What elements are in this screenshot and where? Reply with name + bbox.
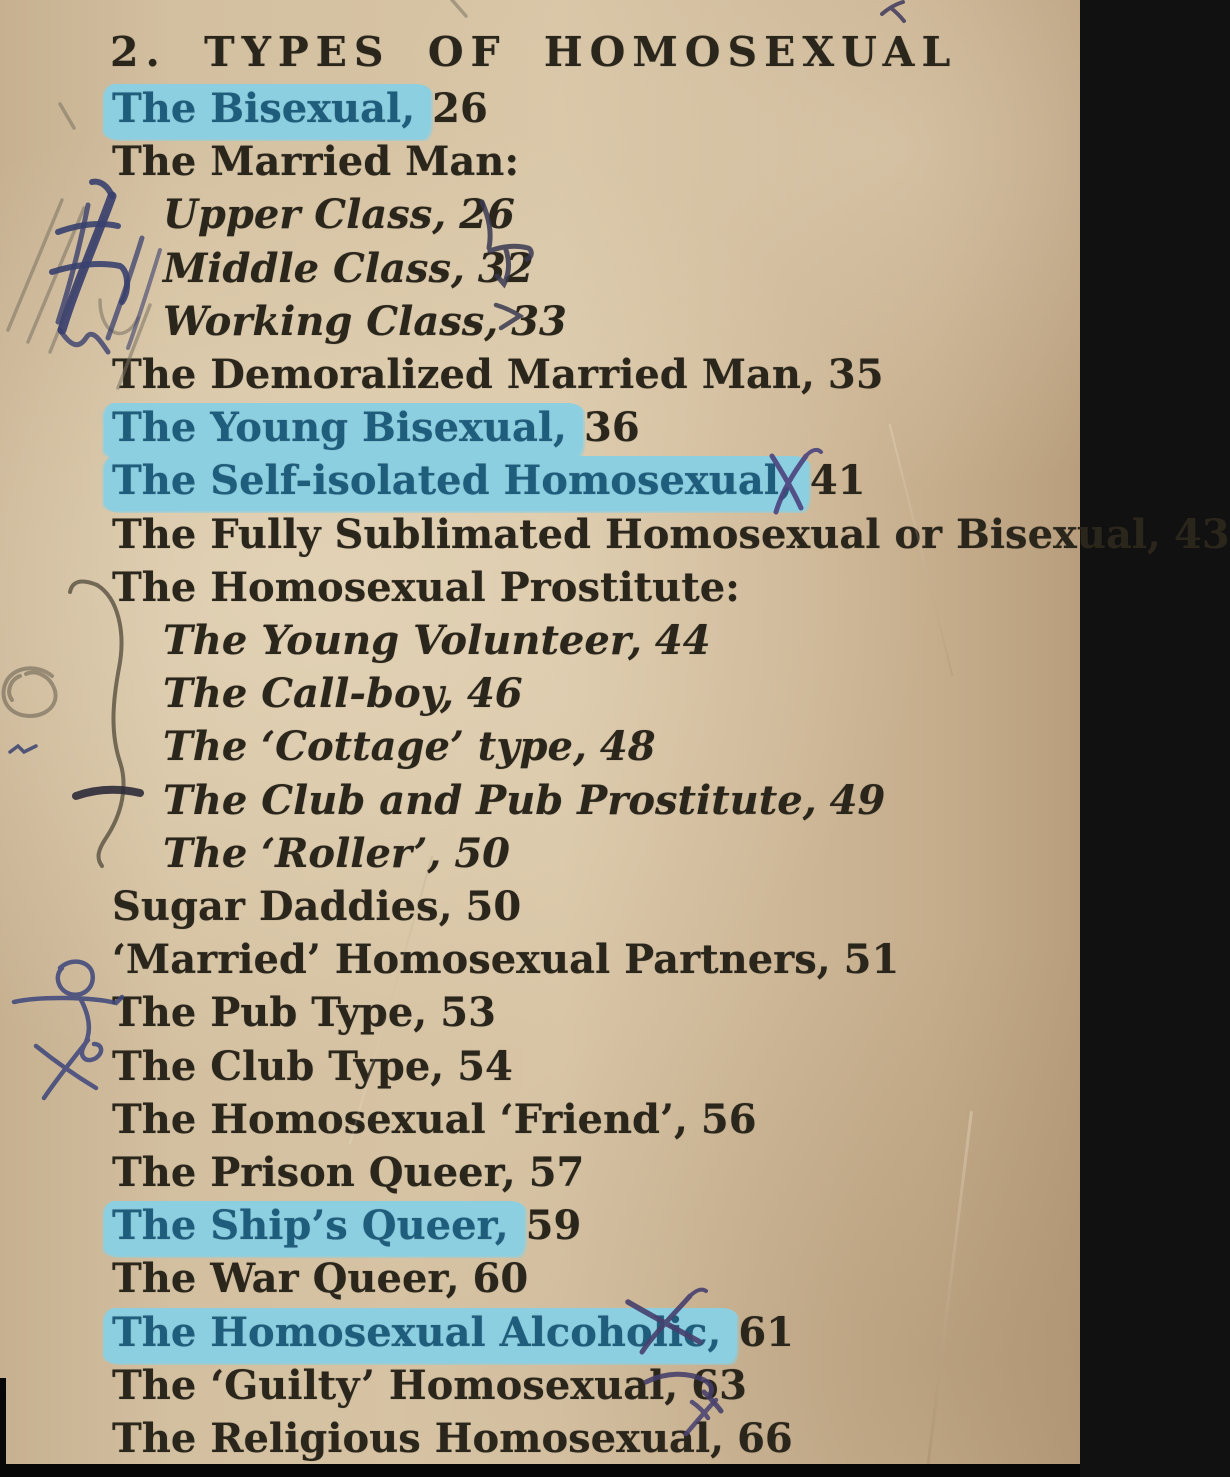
toc-entry [112, 1361, 747, 1414]
toc-entry [112, 137, 519, 190]
toc-entry [112, 1095, 757, 1148]
margin-small-tick [10, 746, 36, 752]
section-heading: 2. TYPES OF HOMOSEXUAL [110, 28, 958, 76]
toc-entry-title: The Call-boy, [163, 670, 454, 717]
photo-edge-bottom [0, 1464, 1080, 1477]
toc-entry [112, 84, 488, 137]
toc-entry-page-number: 66 [737, 1415, 793, 1462]
toc-entry-page-number: 33 [511, 298, 567, 345]
toc-entry-page-number: 63 [691, 1362, 747, 1409]
toc-entry-page-number: 43 [1173, 511, 1230, 558]
toc-entry-title: The ‘Roller’, [163, 830, 442, 877]
toc-entry-title: The Religious Homosexual, [112, 1415, 725, 1462]
toc-entry [112, 456, 866, 509]
toc-entry-title: The Homosexual ‘Friend’, [112, 1096, 688, 1143]
toc-entry-title: Sugar Daddies, [112, 883, 453, 930]
toc-entry-title: The Fully Sublimated Homosexual or Bisexual, [112, 511, 1161, 558]
toc-entry-page-number: 48 [599, 723, 656, 770]
top-right-corner-mark [882, 2, 904, 21]
toc-entry-page-number: 50 [465, 883, 522, 930]
toc-entry-title: Upper Class, [163, 191, 447, 238]
toc-entry [112, 1148, 584, 1201]
toc-entry [112, 1308, 794, 1361]
toc-entry-title-highlighted: The Bisexual, [104, 84, 431, 139]
toc-entry-page-number: 44 [654, 617, 711, 664]
section-brace-wavy-line [70, 581, 124, 866]
toc-entry-page-number: 50 [454, 830, 510, 877]
toc-entry [163, 616, 711, 669]
toc-entry [112, 935, 899, 988]
toc-entry-page-number: 46 [466, 670, 523, 717]
toc-entry-title: The War Queer, [112, 1255, 460, 1302]
toc-entry-page-number: 35 [827, 351, 884, 398]
toc-entry-title: The Homosexual Prostitute: [112, 564, 740, 611]
toc-entry-page-number: 61 [738, 1309, 795, 1356]
toc-entry [112, 403, 640, 456]
toc-entry-page-number: 26 [459, 191, 515, 238]
toc-entry-title: The Married Man: [112, 138, 520, 185]
dash-before-club-and-pub [76, 790, 140, 796]
toc-entry-page-number: 54 [457, 1043, 513, 1090]
toc-entry-title: The Young Volunteer, [163, 617, 642, 664]
toc-entry-page-number: 56 [700, 1096, 757, 1143]
top-left-faint-tick [60, 104, 74, 128]
toc-entry-page-number: 60 [472, 1255, 529, 1302]
toc-entry [163, 829, 510, 882]
toc-entry-title-highlighted: The Self-isolated Homosexual, [104, 456, 809, 511]
toc-entry [112, 510, 1230, 563]
toc-entry-title: The ‘Cottage’ type, [163, 723, 587, 770]
toc-entry-title: The Club and Pub Prostitute, [163, 777, 817, 824]
toc-entry [163, 190, 515, 243]
toc-entry [163, 297, 567, 350]
toc-entry-title: Middle Class, [163, 245, 465, 292]
toc-entry-title: The ‘Guilty’ Homosexual, [112, 1362, 679, 1409]
stick-figure-doodle-pub-club [14, 962, 122, 1098]
toc-entry [112, 350, 884, 403]
toc-entry [112, 882, 521, 935]
toc-entry-title-highlighted: The Young Bisexual, [104, 403, 583, 458]
toc-entry [163, 244, 534, 297]
toc-entry-title: The Pub Type, [112, 989, 428, 1036]
photo-edge-left [0, 1378, 6, 1477]
paper-crease [926, 1111, 973, 1469]
toc-entry-page-number: 32 [477, 245, 534, 292]
toc-entry-page-number: 49 [829, 777, 886, 824]
toc-entry-title: The Prison Queer, [112, 1149, 516, 1196]
toc-entry-page-number: 53 [440, 989, 496, 1036]
toc-entry-title: The Demoralized Married Man, [112, 351, 815, 398]
toc-entry-title: ‘Married’ Homosexual Partners, [112, 936, 831, 983]
toc-entry-page-number: 26 [432, 85, 488, 132]
toc-entry-title: Working Class, [163, 298, 499, 345]
toc-entry [112, 1042, 513, 1095]
margin-ink-scribble [52, 182, 160, 352]
margin-circle-doodle [3, 668, 55, 716]
toc-entry [112, 988, 496, 1041]
toc-entry-page-number: 41 [809, 457, 866, 504]
toc-entry-page-number: 51 [843, 936, 900, 983]
toc-entry [112, 1254, 528, 1307]
toc-entry-title-highlighted: The Ship’s Queer, [104, 1201, 525, 1256]
toc-entry-title: The Club Type, [112, 1043, 445, 1090]
toc-entry [112, 1414, 793, 1467]
toc-entry [163, 722, 656, 775]
toc-entry [112, 563, 740, 616]
toc-entry-page-number: 59 [525, 1202, 582, 1249]
top-edge-tick [452, 0, 466, 16]
toc-entry [163, 669, 523, 722]
toc-entry-title-highlighted: The Homosexual Alcoholic, [104, 1308, 737, 1363]
toc-entry-page-number: 57 [528, 1149, 585, 1196]
toc-entry-page-number: 36 [583, 404, 640, 451]
toc-entry [112, 1201, 581, 1254]
toc-entry [163, 776, 885, 829]
